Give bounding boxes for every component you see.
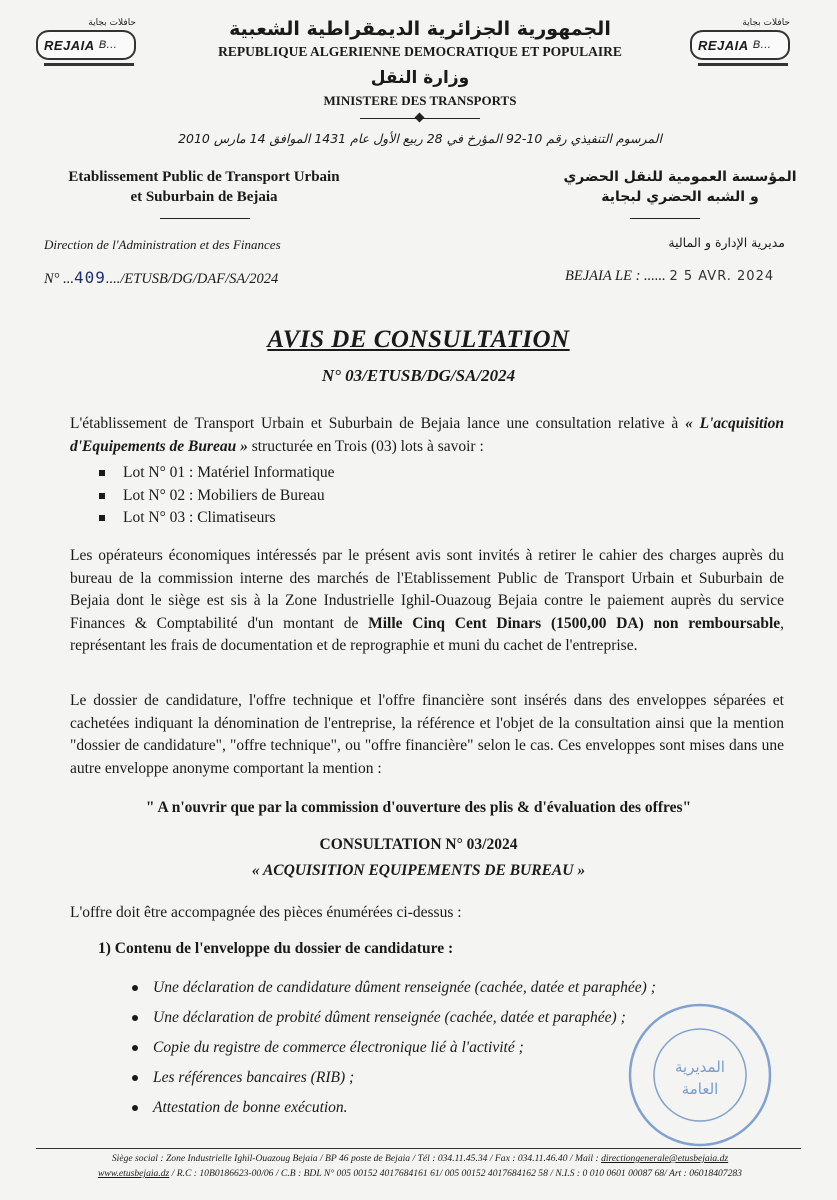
intro-object: « L'acquisition d'Equipements de Bureau »	[70, 415, 785, 455]
direction-arabic: مديرية الإدارة و المالية	[668, 235, 785, 250]
separator-line	[160, 218, 250, 219]
paragraph-amount: Mille Cinq Cent Dinars (1500,00 DA) non remboursable	[368, 614, 781, 632]
paragraph-text-end: , représentant les frais de documentation et de reprographie et muni du cachet de l'entreprise.	[70, 614, 785, 654]
official-stamp-icon	[625, 1000, 775, 1150]
direction-french: Direction de l'Administration et des Finances	[44, 237, 281, 252]
envelope-mention: " A n'ouvrir que par la commission d'ouverture des plis & d'évaluation des offres"	[145, 799, 692, 816]
footer-rule	[36, 1148, 801, 1149]
date-label: BEJAIA LE : ......	[565, 268, 666, 284]
reference-suffix: ..../ETUSB/DG/DAF/SA/2024	[105, 271, 279, 287]
intro-paragraph	[70, 413, 784, 458]
paragraph-text: Les opérateurs économiques intéressés par le présent avis sont invités à retirer le cahier des charges auprès du bureau de la commission interne des marchés de l'Etablissement Public de Transport Urbain et Suburbain de Bejaia dont le siège est sis à la Zone Industrielle Ighil-Ouazoug Bejaia contre le paiement auprès du service Finances & Comptabilité d'un montant de	[70, 547, 784, 632]
list-item: Lot N° 01 : Matériel Informatique	[98, 462, 598, 485]
list-item: Lot N° 03 : Climatiseurs	[98, 507, 598, 530]
diamond-icon	[415, 113, 425, 123]
list-item: Les références bancaires (RIB) ;	[130, 1067, 750, 1097]
logo-text: REJAIA	[44, 37, 95, 53]
ministry-french: MINISTERE DES TRANSPORTS	[323, 93, 517, 108]
bus-logo-icon	[690, 30, 790, 60]
stamp-center-line2: العامة	[681, 1080, 719, 1098]
separator-line	[630, 218, 700, 219]
logo-underline	[44, 63, 134, 66]
reference-number	[44, 268, 278, 288]
establishment-french	[44, 167, 364, 207]
intro-text-end: structurée en Trois (03) lots à savoir :	[247, 437, 484, 455]
republic-arabic: الجمهورية الجزائرية الديمقراطية الشعبية	[229, 18, 611, 40]
footer-registration	[30, 1168, 810, 1179]
list-item: Lot N° 02 : Mobiliers de Bureau	[98, 485, 598, 508]
list-item: Copie du registre de commerce électronique lié à l'activité ;	[130, 1037, 750, 1067]
logo-text: REJAIA	[698, 37, 749, 53]
paragraph-withdrawal	[70, 545, 784, 658]
ministry-arabic: وزارة النقل	[370, 68, 470, 88]
company-logo-right	[690, 18, 790, 78]
reference-prefix: N° ...	[44, 271, 74, 287]
establishment-arabic	[560, 167, 800, 207]
consultation-number: CONSULTATION N° 03/2024	[319, 836, 518, 853]
date-stamp: 2 5 AVR. 2024	[669, 269, 775, 284]
footer-address	[30, 1153, 810, 1164]
establishment-ar-line2: و الشبه الحضري لبجاية	[601, 189, 759, 205]
list-item: Une déclaration de probité dûment renseignée (cachée, datée et paraphée) ;	[130, 1007, 750, 1037]
section-heading: 1) Contenu de l'enveloppe du dossier de candidature :	[98, 940, 454, 957]
footer-email-link[interactable]: directiongenerale@etusbejaia.dz	[601, 1153, 729, 1164]
logo-suffix: B...	[752, 39, 772, 51]
page-title: AVIS DE CONSULTATION	[267, 326, 570, 353]
lots-list	[98, 462, 598, 530]
logo-arabic-text: حافلات بجاية	[742, 18, 790, 28]
intro-text: L'établissement de Transport Urbain et Suburbain de Bejaia lance une consultation relative à	[70, 415, 679, 432]
consultation-object: « ACQUISITION EQUIPEMENTS DE BUREAU »	[251, 862, 586, 879]
logo-underline	[698, 63, 788, 66]
establishment-fr-line1: Etablissement Public de Transport Urbain	[68, 169, 340, 185]
reference-handwritten-number: 409	[73, 268, 106, 287]
list-item: Attestation de bonne exécution.	[130, 1097, 750, 1127]
bus-logo-icon	[36, 30, 136, 60]
republic-french: REPUBLIQUE ALGERIENNE DEMOCRATIQUE ET POPULAIRE	[218, 44, 622, 59]
paragraph-envelopes: Le dossier de candidature, l'offre technique et l'offre financière sont insérés dans des enveloppes séparées et cachetées indiquant la dénomination de l'entreprise, la référence et l'objet de la consultation ainsi que la mention "dossier de candidature", "offre technique", ou "offre financière" selon le cas. Ces enveloppes sont mises dans une autre enveloppe anonyme comportant la mention :	[70, 692, 784, 777]
list-item: Une déclaration de candidature dûment renseignée (cachée, datée et paraphée) ;	[130, 977, 750, 1007]
establishment-fr-line2: et Suburbain de Bejaia	[130, 189, 278, 205]
company-logo-left	[36, 18, 136, 78]
page-subtitle: N° 03/ETUSB/DG/SA/2024	[321, 366, 516, 385]
stamp-center-line1: المديرية	[675, 1058, 725, 1076]
document-date	[565, 268, 774, 285]
logo-suffix: B...	[98, 39, 118, 51]
footer-address-text: Siège social : Zone Industrielle Ighil-Ouazoug Bejaia / BP 46 poste de Bejaia / Tél : 034.11.45.34 / Fax : 034.11.46.40 / Mail :	[111, 1153, 602, 1164]
decree-arabic: المرسوم التنفيذي رقم 10-92 المؤرخ في 28 ربيع الأول عام 1431 الموافق 14 مارس 2010	[178, 131, 662, 146]
establishment-ar-line1: المؤسسة العمومية للنقل الحضري	[563, 169, 797, 185]
offer-intro: L'offre doit être accompagnée des pièces énumérées ci-dessus :	[70, 904, 462, 921]
footer-website-link[interactable]: www.etusbejaia.dz	[98, 1168, 170, 1179]
logo-arabic-text: حافلات بجاية	[88, 18, 136, 28]
footer-registration-text: / R.C : 10B0186623-00/06 / C.B : BDL N° 005 00152 4017684161 61/ 005 00152 4017684162 58 / N.I.S : 0 010 0601 00087 68/ Art : 06018407283	[169, 1168, 742, 1179]
